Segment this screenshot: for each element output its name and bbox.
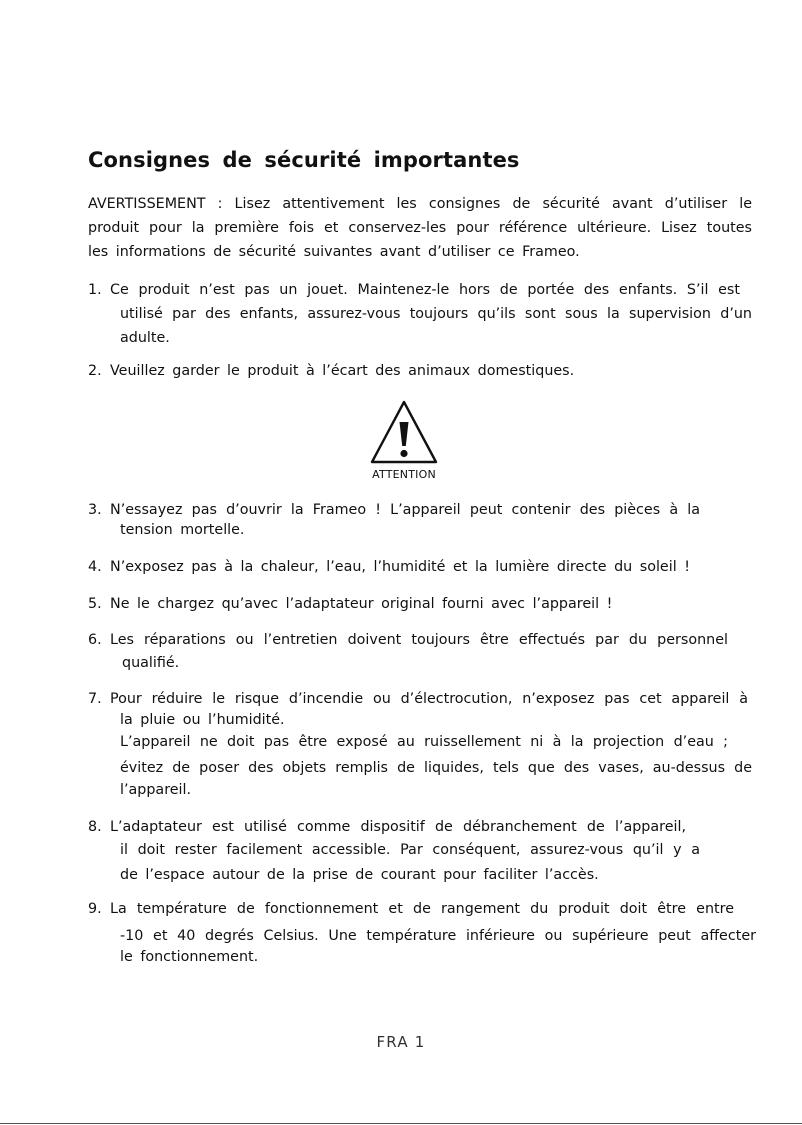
item-text-line: N’exposez pas à la chaleur, l’eau, l’humidité et la lumière directe du soleil ! — [110, 559, 690, 575]
item-number: 8. — [88, 819, 102, 835]
page-number: FRA 1 — [376, 1033, 426, 1051]
item-text-line: N’essayez pas d’ouvrir la Frameo ! L’appareil peut contenir des pièces à la — [110, 502, 700, 518]
item-text-line: Ce produit n’est pas un jouet. Maintenez-le hors de portée des enfants. S’il est — [110, 282, 740, 298]
item-number: 4. — [88, 559, 102, 575]
item-text-line: L’adaptateur est utilisé comme dispositif de débranchement de l’appareil, — [110, 819, 686, 835]
item-text-line: Pour réduire le risque d’incendie ou d’électrocution, n’exposez pas cet appareil à — [110, 691, 748, 707]
warning-triangle-icon — [369, 398, 439, 466]
item-text-line: évitez de poser des objets remplis de liquides, tels que des vases, au-dessus de — [120, 760, 752, 776]
page-title: Consignes de sécurité importantes — [88, 148, 520, 172]
item-number: 3. — [88, 502, 102, 518]
item-number: 6. — [88, 632, 102, 648]
item-text-line: il doit rester facilement accessible. Par conséquent, assurez-vous qu’il y a — [120, 842, 700, 858]
item-number: 2. — [88, 363, 102, 379]
attention-figure — [366, 398, 442, 486]
item-text-line: de l’espace autour de la prise de courant pour faciliter l’accès. — [120, 867, 599, 883]
item-text-line: la pluie ou l’humidité. — [120, 712, 285, 728]
item-text-line: -10 et 40 degrés Celsius. Une température inférieure ou supérieure peut affecter — [120, 928, 756, 944]
item-text-line: Les réparations ou l’entretien doivent toujours être effectués par du personnel — [110, 632, 728, 648]
item-text-line: adulte. — [120, 330, 170, 346]
item-text-line: La température de fonctionnement et de rangement du produit doit être entre — [110, 901, 734, 917]
item-text-line: tension mortelle. — [120, 522, 245, 538]
item-text-line: utilisé par des enfants, assurez-vous toujours qu’ils sont sous la supervision d’un — [120, 306, 752, 322]
item-text-line: Ne le chargez qu’avec l’adaptateur original fourni avec l’appareil ! — [110, 596, 613, 612]
item-text-line: L’appareil ne doit pas être exposé au ruissellement ni à la projection d’eau ; — [120, 734, 728, 750]
item-text-line: Veuillez garder le produit à l’écart des animaux domestiques. — [110, 363, 575, 379]
item-number: 7. — [88, 691, 102, 707]
item-number: 1. — [88, 282, 102, 298]
attention-label: ATTENTION — [372, 468, 436, 481]
page-bottom-rule — [0, 1123, 802, 1124]
warning-intro: AVERTISSEMENT : Lisez attentivement les consignes de sécurité avant d’utiliser le produit pour la première fois et conservez-les pour référence ultérieure. Lisez toutes les informations de sécurité suivantes avant d’utiliser ce Frameo. — [88, 196, 752, 260]
item-text-line: l’appareil. — [120, 782, 192, 798]
item-text-line: le fonctionnement. — [120, 949, 259, 965]
item-text-line: qualifié. — [122, 655, 180, 671]
item-number: 5. — [88, 596, 102, 612]
item-number: 9. — [88, 901, 102, 917]
